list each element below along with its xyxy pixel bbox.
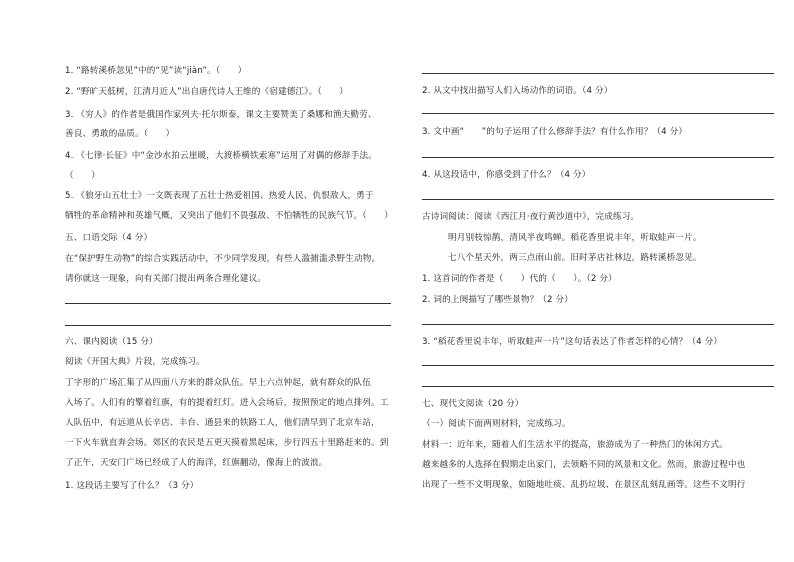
material-line: 材料一：近年来，随着人们生活水平的提高，旅游成为了一种热门的休闲方式。	[422, 440, 729, 450]
section-7-subtitle: （一）阅读下面两则材料，完成练习。	[422, 419, 571, 429]
answer-line[interactable]	[422, 113, 774, 114]
material-line: 越来越多的人选择在假期走出家门，去领略不同的风景和文化。然而，旅游过程中也	[422, 460, 746, 470]
passage-line: 一下火车就直奔会场。郊区的农民是五更天摸着黑起床，步行四五十里路赶来的。到	[65, 438, 389, 448]
answer-line[interactable]	[422, 365, 774, 366]
judge-item-5-line2: 牺牲的革命精神和英雄气概，又突出了他们不畏强敌、不怕牺牲的民族气节。（ ）	[65, 211, 393, 221]
reading-question-3: 3. 文中画“ ”的句子运用了什么修辞手法？有什么作用？（4 分）	[422, 127, 688, 137]
section-6-question-1: 1. 这段话主要写了什么？（3 分）	[65, 481, 199, 491]
section-5-prompt-line2: 请你就这一现象，向有关部门提出两条合理化建议。	[65, 274, 267, 284]
poem-line-2: 七八个星天外，两三点雨山前。旧时茅店社林边，路转溪桥忽见。	[448, 253, 702, 263]
section-6-intro: 阅读《开国大典》片段，完成练习。	[65, 357, 205, 367]
answer-line[interactable]	[422, 386, 774, 387]
answer-line[interactable]	[65, 303, 391, 304]
judge-item-2: 2. “野旷天低树，江清月近人”出自唐代诗人王维的《宿建德江》。（ ）	[65, 87, 349, 97]
judge-item-5-line1: 5. 《狼牙山五壮士》一文既表现了五壮士热爱祖国、热爱人民、仇恨敌人，勇于	[65, 191, 374, 201]
section-5-title: 五、口语交际（4 分）	[65, 233, 153, 243]
section-5-prompt-line1: 在“保护野生动物”的综合实践活动中，不少同学发现，有些人滥捕滥杀野生动物。	[65, 254, 381, 264]
poem-question-1: 1. 这首词的作者是（ ）代的（ ）。（2 分）	[422, 274, 617, 284]
judge-item-1: 1. “路转溪桥忽见”中的“见”读“jiàn”。（ ）	[65, 66, 247, 76]
answer-line[interactable]	[422, 324, 774, 325]
section-7-title: 七、现代文阅读（20 分）	[422, 399, 524, 409]
answer-line[interactable]	[422, 199, 774, 200]
judge-item-3-line1: 3. 《穷人》的作者是俄国作家列夫·托尔斯泰，课文主要赞美了桑娜和渔夫勤劳、	[65, 110, 377, 120]
passage-line: 入场了。人们有的擎着红旗，有的提着红灯。进入会场后，按照预定的地点排列。工	[65, 398, 389, 408]
judge-item-3-line2: 善良、勇敢的品质。（ ）	[65, 129, 175, 139]
section-6-title: 六、课内阅读（15 分）	[65, 337, 158, 347]
reading-question-2: 2. 从文中找出描写人们入场动作的词语。（4 分）	[422, 86, 613, 96]
passage-line: 丁字形的广场汇集了从四面八方来的群众队伍。早上六点钟起，就有群众的队伍	[65, 378, 372, 388]
judge-item-4-line2: （ ）	[65, 171, 100, 181]
passage-line: 了正午，天安门广场已经成了人的海洋，红旗翻动，像海上的波浪。	[65, 458, 328, 468]
poem-question-3: 3. “稻花香里说丰年，听取蛙声一片”这句话表达了作者怎样的心情？（4 分）	[422, 337, 723, 347]
poem-question-2: 2. 词的上阕描写了哪些景物？（2 分）	[422, 295, 574, 305]
answer-line[interactable]	[422, 73, 774, 74]
answer-line[interactable]	[65, 325, 391, 326]
reading-question-4: 4. 从这段话中，你感受到了什么？（4 分）	[422, 170, 591, 180]
passage-line: 人队伍中，有远道从长辛店、丰台、通县来的铁路工人，他们清早到了北京车站，	[65, 418, 380, 428]
judge-item-4-line1: 4. 《七律·长征》中“金沙水拍云崖暖，大渡桥横铁索寒”运用了对偶的修辞手法。	[65, 151, 378, 161]
poem-line-1: 明月别枝惊鹊，清风半夜鸣蝉。稻花香里说丰年，听取蛙声一片。	[448, 233, 702, 243]
material-line: 出现了一些不文明现象，如随地吐痰、乱扔垃圾、在景区乱刻乱画等。这些不文明行	[422, 480, 746, 490]
poem-reading-intro: 古诗词阅读：阅读《西江月·夜行黄沙道中》，完成练习。	[422, 212, 640, 222]
answer-line[interactable]	[422, 157, 774, 158]
